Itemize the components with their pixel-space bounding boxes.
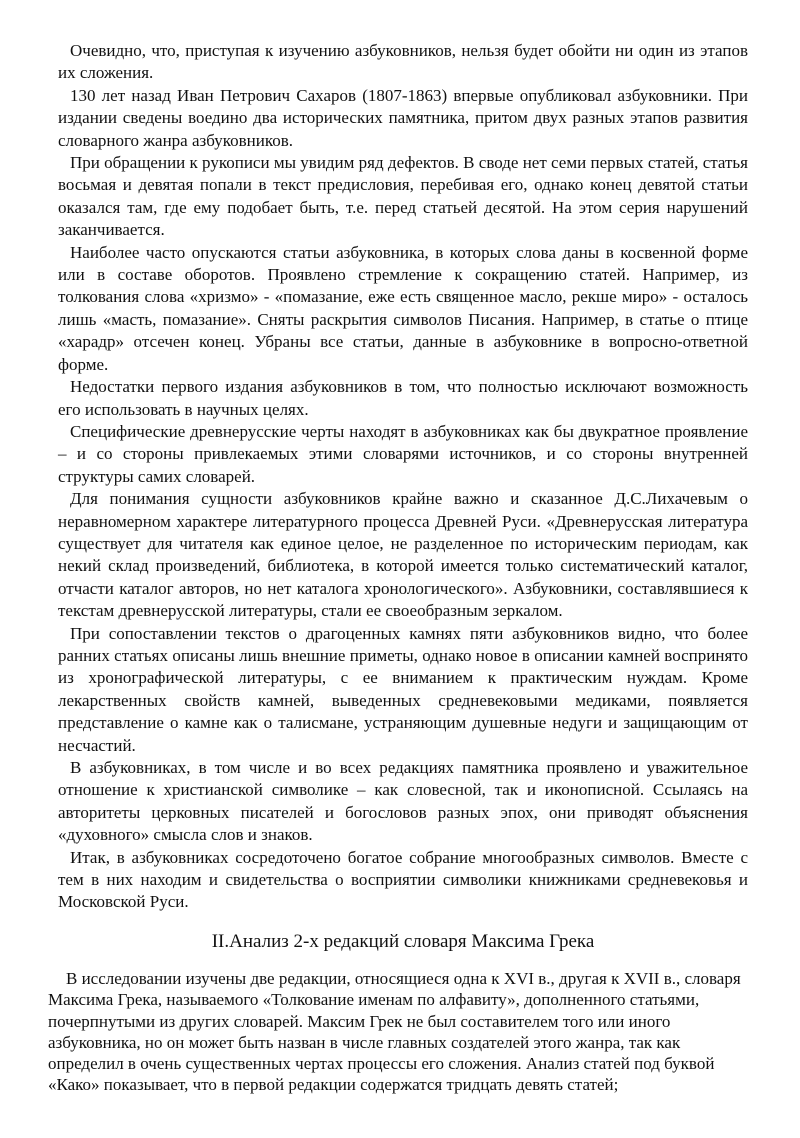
paragraph: Очевидно, что, приступая к изучению азбуковников, нельзя будет обойти ни один из этапов их сложения. (58, 41, 748, 83)
paragraph: При сопоставлении текстов о драгоценных камнях пяти азбуковников видно, что более ранних статьях описаны лишь внешние приметы, однако новое в описании камней воспринято из хронографической литературы, с ее вниманием к практическим нуждам. Кроме лекарственных свойств камней, выведенных средневековыми медиками, появляется представление о камне как о талисмане, устраняющим душевные недуги и защищающим от несчастий. (58, 623, 748, 755)
paragraph: 130 лет назад Иван Петрович Сахаров (1807-1863) впервые опубликовал азбуковники. При издании сведены воедино два исторических памятника, притом двух разных этапов развития словарного жанра азбуковников. (58, 85, 748, 150)
section-body (48, 968, 744, 1096)
paragraph: Для понимания сущности азбуковников крайне важно и сказанное Д.С.Лихачевым о неравномерном характере литературного процесса Древней Руси. «Древнерусская литература существует для читателя как единое целое, не разделенное по историческим периодам, как некий склад произведений, библиотека, в которой имеется только систематический каталог, отчасти каталог авторов, но нет каталога хронологического». Азбуковники, составлявшиеся к текстам древнерусской литературы, стали ее своеобразным зеркалом. (58, 489, 748, 621)
paragraph: При обращении к рукописи мы увидим ряд дефектов. В своде нет семи первых статей, статья восьмая и девятая попали в текст предисловия, перебивая его, однако конец девятой статьи оказался там, где ему подобает быть, т.е. перед статьей десятой. На этом серия нарушений заканчивается. (58, 153, 748, 240)
paragraph: Наиболее часто опускаются статьи азбуковника, в которых слова даны в косвенной форме или в составе оборотов. Проявлено стремление к сокращению статей. Например, из толкования слова «хризмо» - «помазание, еже есть священное масло, рекше миро» - осталось лишь «масть, помазание». Сняты раскрытия символов Писания. Например, в статье о птице «харадр» отсечен конец. Убраны все статьи, данные в азбуковнике в вопросно-ответной форме. (58, 242, 748, 374)
document-body (58, 40, 748, 914)
paragraph: Недостатки первого издания азбуковников в том, что полностью исключают возможность его использовать в научных целях. (58, 377, 748, 419)
section-paragraph: В исследовании изучены две редакции, относящиеся одна к XVI в., другая к XVII в., словаря Максима Грека, называемого «Толкование именам по алфавиту», дополненного статьями, почерпнутыми из других словарей. Максим Грек не был составителем того или иного азбуковника, но он может быть назван в числе главных создателей этого жанра, так как определил в очень существенных чертах процессы его сложения. Анализ статей под буквой «Како» показывает, что в первой редакции содержатся тридцать девять статей; (48, 969, 741, 1095)
paragraph: Специфические древнерусские черты находят в азбуковниках как бы двукратное проявление – и со стороны привлекаемых этими словарями источников, и со стороны внутренней структуры самих словарей. (58, 421, 748, 486)
paragraph: В азбуковниках, в том числе и во всех редакциях памятника проявлено и уважительное отношение к христианской символике – как словесной, так и иконописной. Ссылаясь на авторитеты церковных писателей и богословов разных эпох, они приводят объяснения «духовного» смысла слов и знаков. (58, 758, 748, 845)
section-heading: II.Анализ 2-х редакций словаря Максима Грека (211, 931, 595, 952)
paragraph: Итак, в азбуковниках сосредоточено богатое собрание многообразных символов. Вместе с тем в них находим и свидетельства о восприятии символики книжниками средневековья и Московской Руси. (58, 847, 748, 912)
